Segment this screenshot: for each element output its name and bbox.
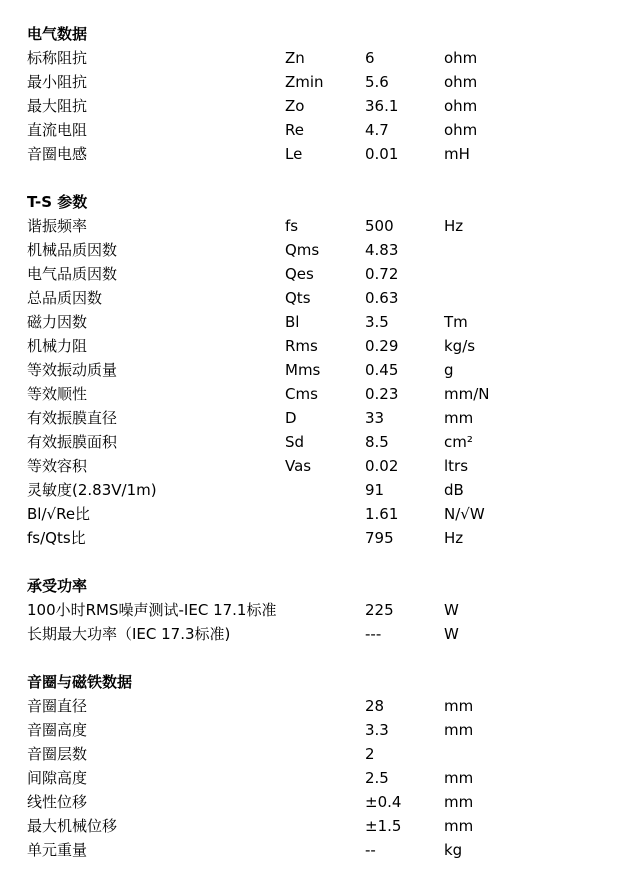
spec-symbol: Sd <box>285 433 305 451</box>
spec-label: 标称阻抗 <box>27 49 88 67</box>
spec-value: 3.5 <box>365 313 389 331</box>
spec-label: 磁力因数 <box>27 313 88 331</box>
spec-row <box>27 814 627 838</box>
spec-value: 0.23 <box>365 385 399 403</box>
spec-unit: Hz <box>444 217 464 235</box>
spec-value: 0.72 <box>365 265 399 283</box>
spec-label: 等效顺性 <box>27 385 88 403</box>
spec-label: 直流电阻 <box>27 121 88 139</box>
spec-unit: mm <box>444 697 474 715</box>
spec-row <box>27 742 627 766</box>
spec-value: 225 <box>365 601 394 619</box>
spec-unit: kg <box>444 841 463 859</box>
spec-unit: W <box>444 625 459 643</box>
spec-symbol: Qms <box>285 241 320 259</box>
section-voice-coil-magnet <box>27 670 627 862</box>
spec-unit: kg/s <box>444 337 476 355</box>
section-ts-parameters <box>27 190 627 550</box>
spec-sheet <box>27 22 627 886</box>
spec-label: 线性位移 <box>27 793 88 811</box>
spec-row <box>27 622 627 646</box>
spec-symbol: D <box>285 409 297 427</box>
section-title: T-S 参数 <box>27 193 88 211</box>
spec-unit: dB <box>444 481 464 499</box>
spec-value: 1.61 <box>365 505 399 523</box>
spec-label: 等效容积 <box>27 457 88 475</box>
spec-symbol: Bl <box>285 313 300 331</box>
section-title: 电气数据 <box>27 25 88 43</box>
spec-label: Bl/√Re比 <box>27 505 91 523</box>
spec-row <box>27 142 627 166</box>
spec-symbol: Re <box>285 121 304 139</box>
spec-row <box>27 454 627 478</box>
spec-row <box>27 790 627 814</box>
spec-unit: mm <box>444 721 474 739</box>
spec-symbol: Rms <box>285 337 318 355</box>
spec-label: 最大机械位移 <box>27 817 118 835</box>
spec-label: 最小阻抗 <box>27 73 88 91</box>
spec-row <box>27 598 627 622</box>
spec-value: 2.5 <box>365 769 389 787</box>
spec-value: 0.29 <box>365 337 399 355</box>
spec-symbol: Vas <box>285 457 312 475</box>
spec-value: 28 <box>365 697 385 715</box>
spec-label: 间隙高度 <box>27 769 88 787</box>
spec-label: 音圈直径 <box>27 697 88 715</box>
spec-value: 33 <box>365 409 385 427</box>
spec-unit: Tm <box>444 313 468 331</box>
spec-row <box>27 94 627 118</box>
spec-label: 谐振频率 <box>27 217 88 235</box>
spec-unit: W <box>444 601 459 619</box>
spec-label: 最大阻抗 <box>27 97 88 115</box>
spec-label: fs/Qts比 <box>27 529 86 547</box>
spec-row <box>27 526 627 550</box>
spec-value: 36.1 <box>365 97 399 115</box>
spec-label: 机械力阻 <box>27 337 88 355</box>
spec-row <box>27 694 627 718</box>
spec-unit: mm <box>444 793 474 811</box>
section-title: 承受功率 <box>27 577 88 595</box>
spec-value: ±1.5 <box>365 817 402 835</box>
spec-row <box>27 262 627 286</box>
spec-row <box>27 382 627 406</box>
spec-row <box>27 478 627 502</box>
spec-value: 5.6 <box>365 73 389 91</box>
spec-unit: mm <box>444 409 474 427</box>
spec-row <box>27 46 627 70</box>
spec-label: 单元重量 <box>27 841 88 859</box>
spec-value: 0.01 <box>365 145 399 163</box>
section-power-handling <box>27 574 627 646</box>
spec-value: 8.5 <box>365 433 389 451</box>
spec-symbol: Zmin <box>285 73 324 91</box>
spec-row <box>27 406 627 430</box>
spec-value: 6 <box>365 49 375 67</box>
spec-label: 长期最大功率（IEC 17.3标准) <box>27 625 231 643</box>
spec-row <box>27 214 627 238</box>
spec-label: 总品质因数 <box>27 289 103 307</box>
spec-label: 100小时RMS噪声测试-IEC 17.1标准 <box>27 601 277 619</box>
spec-label: 有效振膜直径 <box>27 409 118 427</box>
spec-row <box>27 430 627 454</box>
spec-value: 3.3 <box>365 721 389 739</box>
spec-label: 音圈层数 <box>27 745 88 763</box>
spec-value: --- <box>365 625 382 643</box>
section-electrical-data <box>27 22 627 166</box>
section-title: 音圈与磁铁数据 <box>27 673 133 691</box>
spec-value: 0.45 <box>365 361 399 379</box>
spec-unit: cm² <box>444 433 473 451</box>
spec-label: 有效振膜面积 <box>27 433 118 451</box>
spec-label: 灵敏度(2.83V/1m) <box>27 481 157 499</box>
spec-value: 4.7 <box>365 121 389 139</box>
spec-value: 0.63 <box>365 289 399 307</box>
spec-unit: mm/N <box>444 385 490 403</box>
spec-symbol: Qts <box>285 289 311 307</box>
spec-label: 音圈电感 <box>27 145 88 163</box>
spec-row <box>27 502 627 526</box>
spec-value: ±0.4 <box>365 793 402 811</box>
spec-symbol: Zo <box>285 97 305 115</box>
spec-unit: N/√W <box>444 505 485 523</box>
spec-label: 等效振动质量 <box>27 361 118 379</box>
spec-symbol: Cms <box>285 385 318 403</box>
spec-value: 4.83 <box>365 241 399 259</box>
spec-unit: ohm <box>444 121 478 139</box>
spec-value: 500 <box>365 217 394 235</box>
spec-unit: mm <box>444 769 474 787</box>
spec-row <box>27 334 627 358</box>
spec-unit: Hz <box>444 529 464 547</box>
spec-row <box>27 286 627 310</box>
spec-row <box>27 70 627 94</box>
spec-unit: ohm <box>444 97 478 115</box>
spec-unit: ohm <box>444 49 478 67</box>
spec-symbol: Mms <box>285 361 321 379</box>
spec-label: 音圈高度 <box>27 721 88 739</box>
spec-symbol: Qes <box>285 265 314 283</box>
spec-symbol: Le <box>285 145 303 163</box>
spec-row <box>27 358 627 382</box>
spec-symbol: fs <box>285 217 299 235</box>
spec-unit: mm <box>444 817 474 835</box>
spec-value: -- <box>365 841 376 859</box>
spec-row <box>27 118 627 142</box>
spec-row <box>27 310 627 334</box>
spec-row <box>27 718 627 742</box>
spec-value: 795 <box>365 529 394 547</box>
spec-value: 2 <box>365 745 375 763</box>
spec-unit: ohm <box>444 73 478 91</box>
spec-unit: g <box>444 361 454 379</box>
spec-symbol: Zn <box>285 49 305 67</box>
spec-row <box>27 838 627 862</box>
spec-unit: mH <box>444 145 470 163</box>
spec-value: 0.02 <box>365 457 399 475</box>
spec-row <box>27 238 627 262</box>
spec-value: 91 <box>365 481 385 499</box>
spec-label: 机械品质因数 <box>27 241 118 259</box>
spec-unit: ltrs <box>444 457 469 475</box>
spec-row <box>27 766 627 790</box>
spec-label: 电气品质因数 <box>27 265 118 283</box>
